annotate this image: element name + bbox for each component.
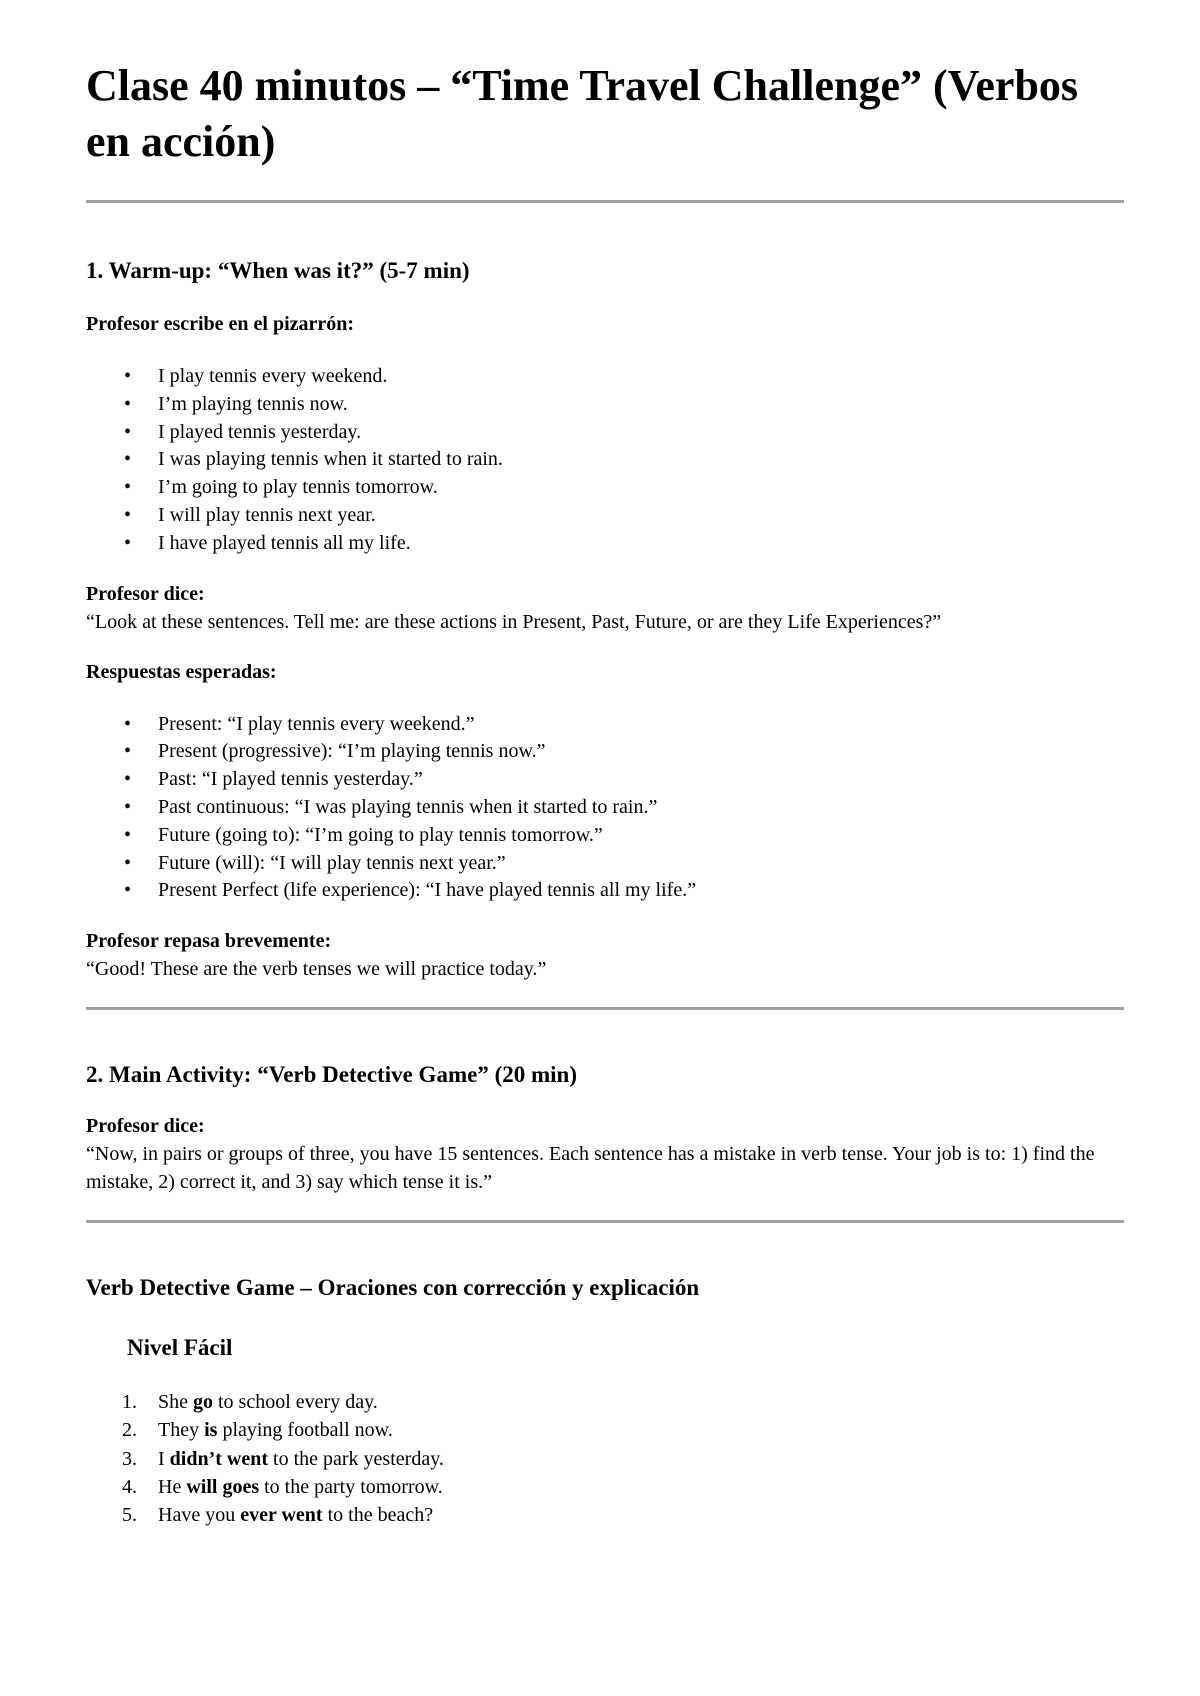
list-item: • Present: “I play tennis every weekend.”	[158, 711, 1124, 739]
list-item: • Future (going to): “I’m going to play tennis tomorrow.”	[158, 822, 1124, 850]
list-item	[122, 1501, 1124, 1529]
divider	[86, 1007, 1124, 1010]
item-error: ever went	[240, 1503, 323, 1526]
item-error: is	[204, 1419, 218, 1442]
item-text: to the park yesterday.	[268, 1447, 444, 1470]
list-item: • Future (will): “I will play tennis next year.”	[158, 850, 1124, 878]
list-item	[122, 1445, 1124, 1473]
item-text: to the beach?	[322, 1503, 434, 1526]
list-item: • Past continuous: “I was playing tennis when it started to rain.”	[158, 794, 1124, 822]
list-item	[122, 1473, 1124, 1501]
board-label: Profesor escribe en el pizarrón:	[86, 313, 355, 335]
item-error: will goes	[186, 1475, 260, 1498]
board-sentence-list	[86, 363, 1124, 558]
teacher-says-text: “Look at these sentences. Tell me: are these actions in Present, Past, Future, or are they Life Experiences?”	[86, 610, 942, 633]
list-item: • Present Perfect (life experience): “I have played tennis all my life.”	[158, 877, 1124, 905]
list-item: • Past: “I played tennis yesterday.”	[158, 766, 1124, 794]
teacher-says-label: Profesor dice:	[86, 582, 205, 605]
list-item: • I’m playing tennis now.	[158, 391, 1124, 419]
teacher-says-label: Profesor dice:	[86, 1115, 205, 1138]
review-text: “Good! These are the verb tenses we will practice today.”	[86, 958, 547, 981]
list-item: • I played tennis yesterday.	[158, 419, 1124, 447]
item-text: playing football now.	[217, 1419, 393, 1442]
item-number: 2.	[122, 1419, 137, 1442]
item-text: to the party tomorrow.	[259, 1475, 443, 1498]
item-number: 1.	[122, 1391, 137, 1414]
section-1-heading: 1. Warm-up: “When was it?” (5-7 min)	[86, 258, 470, 283]
game-heading: Verb Detective Game – Oraciones con corrección y explicación	[86, 1275, 700, 1301]
item-text: I	[158, 1447, 170, 1470]
list-item	[122, 1388, 1124, 1416]
list-item: • I have played tennis all my life.	[158, 530, 1124, 558]
page-title: Clase 40 minutos – “Time Travel Challenge” (Verbos en acción)	[86, 61, 1079, 166]
item-error: go	[193, 1391, 213, 1414]
item-number: 3.	[122, 1447, 137, 1470]
document-page	[86, 58, 1124, 1529]
list-item: • Present (progressive): “I’m playing tennis now.”	[158, 738, 1124, 766]
list-item: • I will play tennis next year.	[158, 502, 1124, 530]
section-2-heading: 2. Main Activity: “Verb Detective Game” (20 min)	[86, 1062, 577, 1088]
list-item: • I’m going to play tennis tomorrow.	[158, 474, 1124, 502]
item-number: 5.	[122, 1503, 137, 1526]
list-item: • I play tennis every weekend.	[158, 363, 1124, 391]
teacher-says-text: “Now, in pairs or groups of three, you have 15 sentences. Each sentence has a mistake in verb tense. Your job is to: 1) find the mistake, 2) correct it, and 3) say which tense it is.”	[86, 1143, 1095, 1194]
item-text: She	[158, 1391, 193, 1414]
item-number: 4.	[122, 1475, 137, 1498]
item-text: Have you	[158, 1503, 241, 1526]
divider	[86, 1220, 1124, 1223]
item-text: to school every day.	[213, 1391, 378, 1414]
answers-label: Respuestas esperadas:	[86, 660, 277, 683]
item-error: didn’t went	[169, 1447, 269, 1470]
review-label: Profesor repasa brevemente:	[86, 930, 332, 953]
divider	[86, 200, 1124, 203]
level-heading: Nivel Fácil	[127, 1335, 233, 1361]
item-text: He	[158, 1475, 187, 1498]
sentence-list	[86, 1388, 1124, 1529]
list-item	[122, 1416, 1124, 1444]
list-item: • I was playing tennis when it started to rain.	[158, 446, 1124, 474]
answers-list	[86, 711, 1124, 906]
item-text: They	[158, 1419, 205, 1442]
